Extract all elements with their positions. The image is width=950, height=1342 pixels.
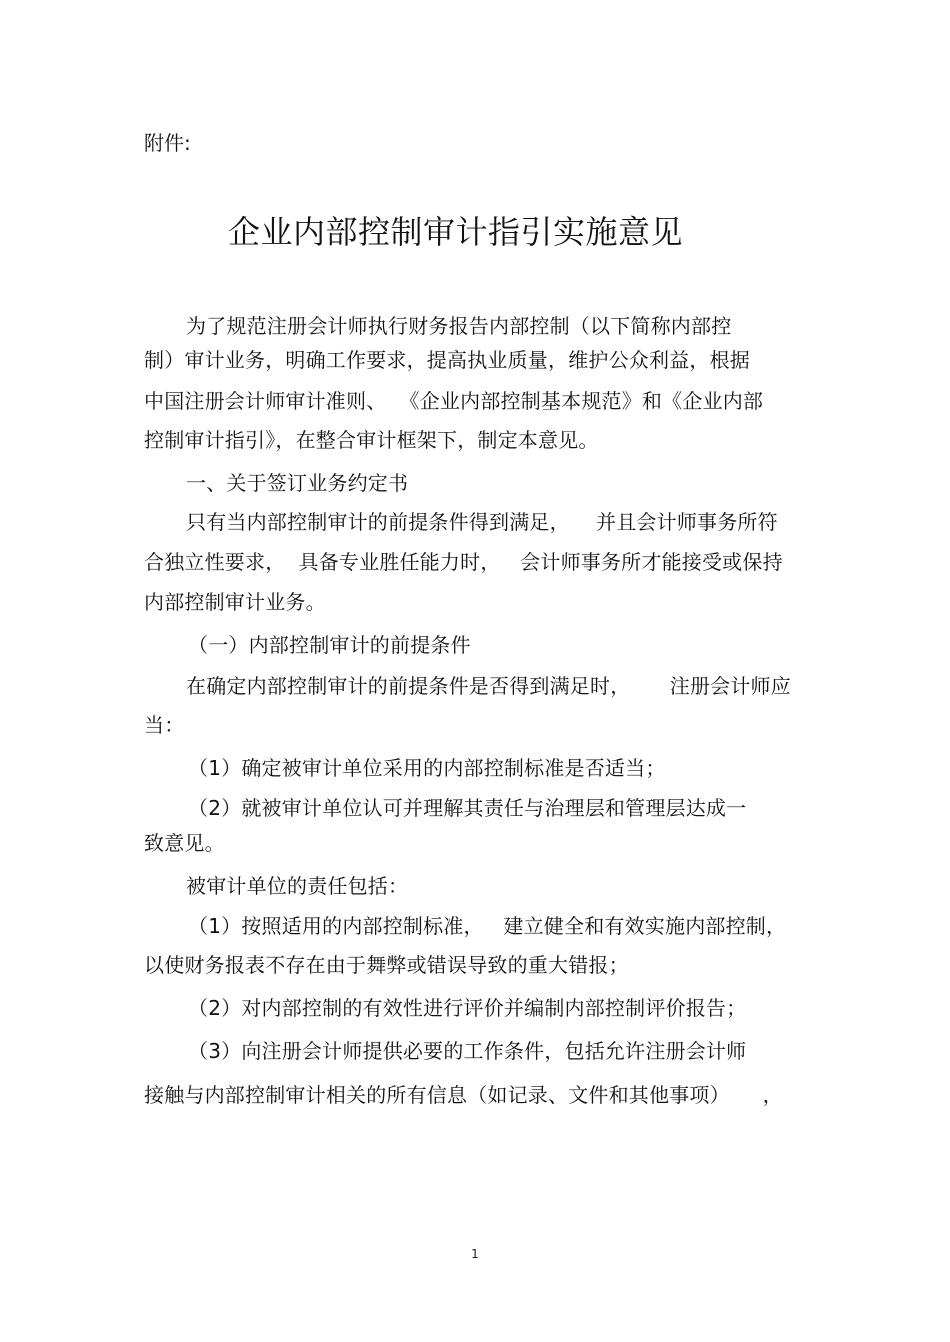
section-heading: 一、关于签订业务约定书	[186, 471, 409, 495]
paragraph-line: 在确定内部控制审计的前提条件是否得到满足时， 注册会计师应	[186, 674, 791, 698]
paragraph-line: 控制审计指引》，在整合审计框架下，制定本意见。	[144, 428, 599, 452]
page-number: 1	[471, 1247, 479, 1261]
attachment-label: 附件:	[144, 131, 191, 155]
list-item: （2）对内部控制的有效性进行评价并编制内部控制评价报告；	[188, 996, 747, 1020]
paragraph-line: 只有当内部控制审计的前提条件得到满足， 并且会计师事务所符	[186, 510, 778, 534]
paragraph-line: 接触与内部控制审计相关的所有信息（如记录、文件和其他事项） ，	[144, 1083, 783, 1107]
list-item: （1）确定被审计单位采用的内部控制标准是否适当；	[188, 756, 666, 780]
paragraph-line: 中国注册会计师审计准则、 《企业内部控制基本规范》和《企业内部	[144, 389, 764, 413]
paragraph-line: 合独立性要求， 具备专业胜任能力时， 会计师事务所才能接受或保持	[144, 550, 783, 574]
paragraph-line: 当：	[144, 713, 185, 737]
paragraph-line: 被审计单位的责任包括：	[186, 874, 409, 898]
paragraph-line: 制）审计业务，明确工作要求，提高执业质量，维护公众利益，根据	[144, 348, 750, 372]
paragraph-line: 为了规范注册会计师执行财务报告内部控制（以下简称内部控	[186, 314, 732, 338]
document-title: 企业内部控制审计指引实施意见	[228, 213, 684, 251]
paragraph-line: 以使财务报表不存在由于舞弊或错误导致的重大错报；	[144, 953, 629, 977]
list-item: （2）就被审计单位认可并理解其责任与治理层和管理层达成一	[188, 796, 747, 820]
subsection-heading: （一）内部控制审计的前提条件	[188, 633, 471, 657]
list-item: （3）向注册会计师提供必要的工作条件，包括允许注册会计师	[188, 1039, 747, 1063]
paragraph-line: 内部控制审计业务。	[144, 590, 326, 614]
paragraph-line: 致意见。	[144, 831, 225, 855]
list-item: （1）按照适用的内部控制标准， 建立健全和有效实施内部控制，	[188, 914, 787, 938]
